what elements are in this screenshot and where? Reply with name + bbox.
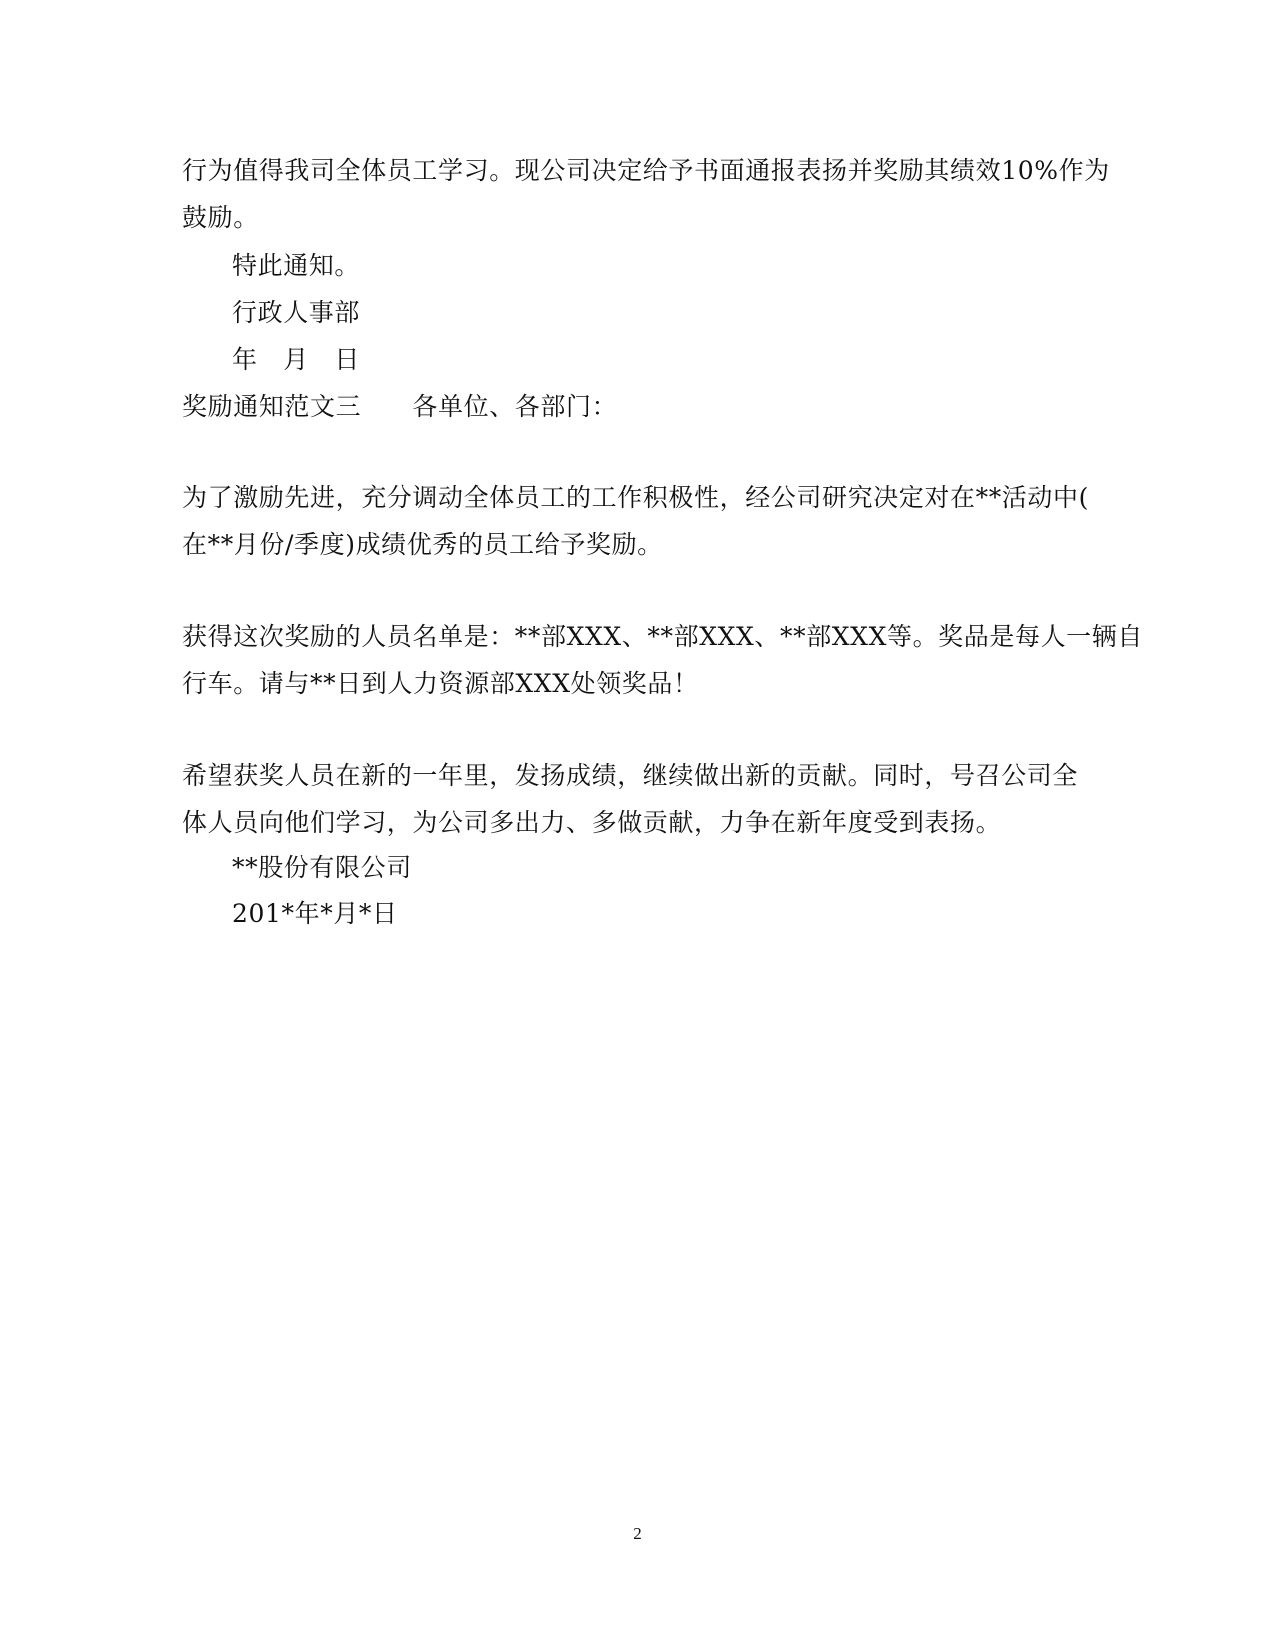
paragraph-line: 为了激励先进，充分调动全体员工的工作积极性，经公司研究决定对在**活动中( xyxy=(182,483,1089,512)
company-signature: **股份有限公司 xyxy=(232,853,412,882)
paragraph-line: 体人员向他们学习，为公司多出力、多做贡献，力争在新年度受到表扬。 xyxy=(182,808,1002,837)
signature-date: 201*年*月*日 xyxy=(232,899,398,928)
date-placeholder: 年 月 日 xyxy=(232,345,361,374)
closing-notice: 特此通知。 xyxy=(232,251,361,280)
paragraph-line: 行为值得我司全体员工学习。现公司决定给予书面通报表扬并奖励其绩效10%作为 xyxy=(182,156,1110,185)
paragraph-line: 鼓励。 xyxy=(182,203,259,232)
paragraph-line: 希望获奖人员在新的一年里，发扬成绩，继续做出新的贡献。同时，号召公司全 xyxy=(182,761,1079,790)
issuer-department: 行政人事部 xyxy=(232,298,361,327)
paragraph-line: 在**月份/季度)成绩优秀的员工给予奖励。 xyxy=(182,530,663,559)
page-number: 2 xyxy=(633,1524,642,1543)
paragraph-line: 行车。请与**日到人力资源部XXX处领奖品！ xyxy=(182,669,699,698)
section-heading: 奖励通知范文三 各单位、各部门： xyxy=(182,392,618,421)
paragraph-line: 获得这次奖励的人员名单是：**部XXX、**部XXX、**部XXX等。奖品是每人一辆自 xyxy=(182,622,1143,651)
